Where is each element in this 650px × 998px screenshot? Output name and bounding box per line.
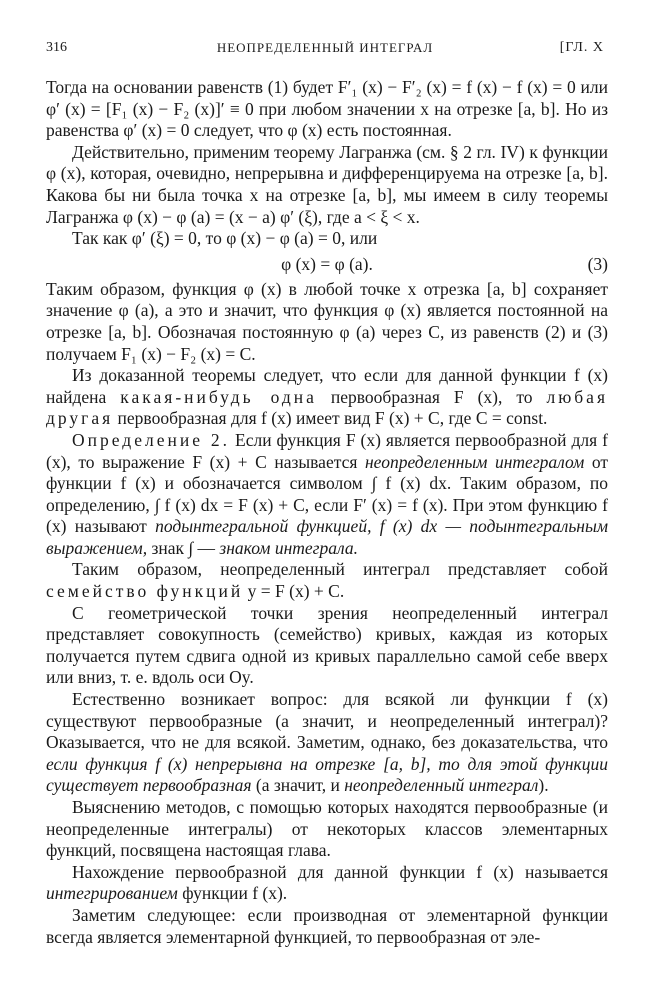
text-run: ). (538, 775, 549, 796)
text-run: Естественно возникает вопрос: для всякой ли функции f (x) существуют первообразные (а значит, и неопределенный интеграл)? Оказывается, что не для всякой. Заметим, однако, без доказательства, что (46, 689, 608, 753)
spaced-emphasis: семейство функций (46, 581, 244, 602)
definition-paragraph (46, 430, 608, 560)
paragraph: Так как φ′ (ξ) = 0, то φ (x) − φ (a) = 0, или (72, 228, 378, 249)
italic-term: подынтегральной функцией, f (x) dx — подынтегральным выражением, (46, 516, 608, 558)
text-run: знак ∫ — (147, 537, 220, 558)
paragraph (46, 862, 608, 905)
paragraph: Тогда на основании равенств (1) будет F′₁ (x) − F′₂ (x) = f (x) − f (x) = 0 или φ′ (x) = [F₁ (x) − F₂ (x)]′ ≡ 0 при любом значении x на отрезке [a, b]. Но из равенства φ′ (x) = 0 следует, что φ (x) есть постоянная. (46, 77, 608, 141)
italic-term: неопределенным интегралом (364, 451, 585, 472)
text-run: Из доказанной теоремы следует, что если для данной функции f (x) найдена (46, 365, 608, 407)
italic-term: неопределенный интеграл (344, 775, 539, 796)
paragraph: Действительно, применим теорему Лагранжа (см. § 2 гл. IV) к функции φ (x), которая, очевидно, непрерывна и дифференцируема на отрезке [a, b]. Какова бы ни была точка x на отрезке [a, b], мы имеем в силу теоремы Лагранжа φ (x) − φ (a) = (x − a) φ′ (ξ), где a < ξ < x. (46, 141, 608, 227)
paragraph (46, 689, 608, 797)
italic-term: знаком интеграла. (219, 537, 358, 558)
text-run: первообразная для f (x) имеет вид F (x) + C, где C = const. (113, 408, 548, 429)
definition-label: Определение 2. (72, 429, 231, 450)
spaced-emphasis: любая другая (46, 386, 608, 429)
italic-term: если функция f (x) непрерывна на отрезке [a, b], то для этой функции существует первообразная (46, 753, 608, 796)
italic-term: интегрированием (46, 883, 178, 904)
text-run: Если функция F (x) является первообразной для f (x), то выражение F (x) + C называется (46, 429, 608, 472)
paragraph: Заметим следующее: если производная от элементарной функции всегда является элементарной функцией, то первообразная от эле- (46, 904, 608, 947)
text-run: Нахождение первообразной для данной функции f (x) называется (72, 861, 608, 882)
equation-text: φ (x) = φ (a). (281, 253, 373, 274)
text-run: (а значит, и (251, 775, 345, 796)
equation-number: (3) (587, 253, 608, 274)
chapter-label: [ГЛ. X (559, 40, 604, 55)
paragraph (46, 559, 608, 602)
paragraph: С геометрической точки зрения неопределенный интеграл представляет совокупность (семейство) кривых, каждая из которых получается путем сдвига одной из кривых параллельно самой себе вверх или вниз, т. е. вдоль оси Oy. (46, 602, 608, 688)
text-run: Таким образом, неопределенный интеграл представляет собой (72, 559, 608, 580)
paragraph (46, 365, 608, 430)
text-run: от функции f (x) и обозначается символом ∫ f (x) dx. Таким образом, по определению, ∫ f (x) dx = F (x) + C, если F′ (x) = f (x). При этом функцию f (x) называют (46, 451, 608, 537)
paragraph: Выяснению методов, с помощью которых находятся первообразные (и неопределенные интегралы) от некоторых классов элементарных функций, посвящена настоящая глава. (46, 797, 608, 861)
spaced-emphasis: какая-нибудь одна (120, 386, 317, 407)
text-run: первообразная F (x), то (316, 386, 547, 407)
page-number: 316 (46, 40, 67, 55)
paragraph: Таким образом, функция φ (x) в любой точке x отрезка [a, b] сохраняет значение φ (a), а это и значит, что функция φ (x) является постоянной на отрезке [a, b]. Обозначая постоянную φ (a) через C, из равенств (2) и (3) получаем F₁ (x) − F₂ (x) = C. (46, 278, 608, 364)
page-body (46, 77, 608, 948)
page-header (46, 40, 604, 60)
running-title: НЕОПРЕДЕЛЕННЫЙ ИНТЕГРАЛ (216, 40, 434, 55)
text-run: функции f (x). (177, 883, 288, 904)
text-run: y = F (x) + C. (243, 581, 345, 602)
equation-3 (46, 254, 608, 276)
